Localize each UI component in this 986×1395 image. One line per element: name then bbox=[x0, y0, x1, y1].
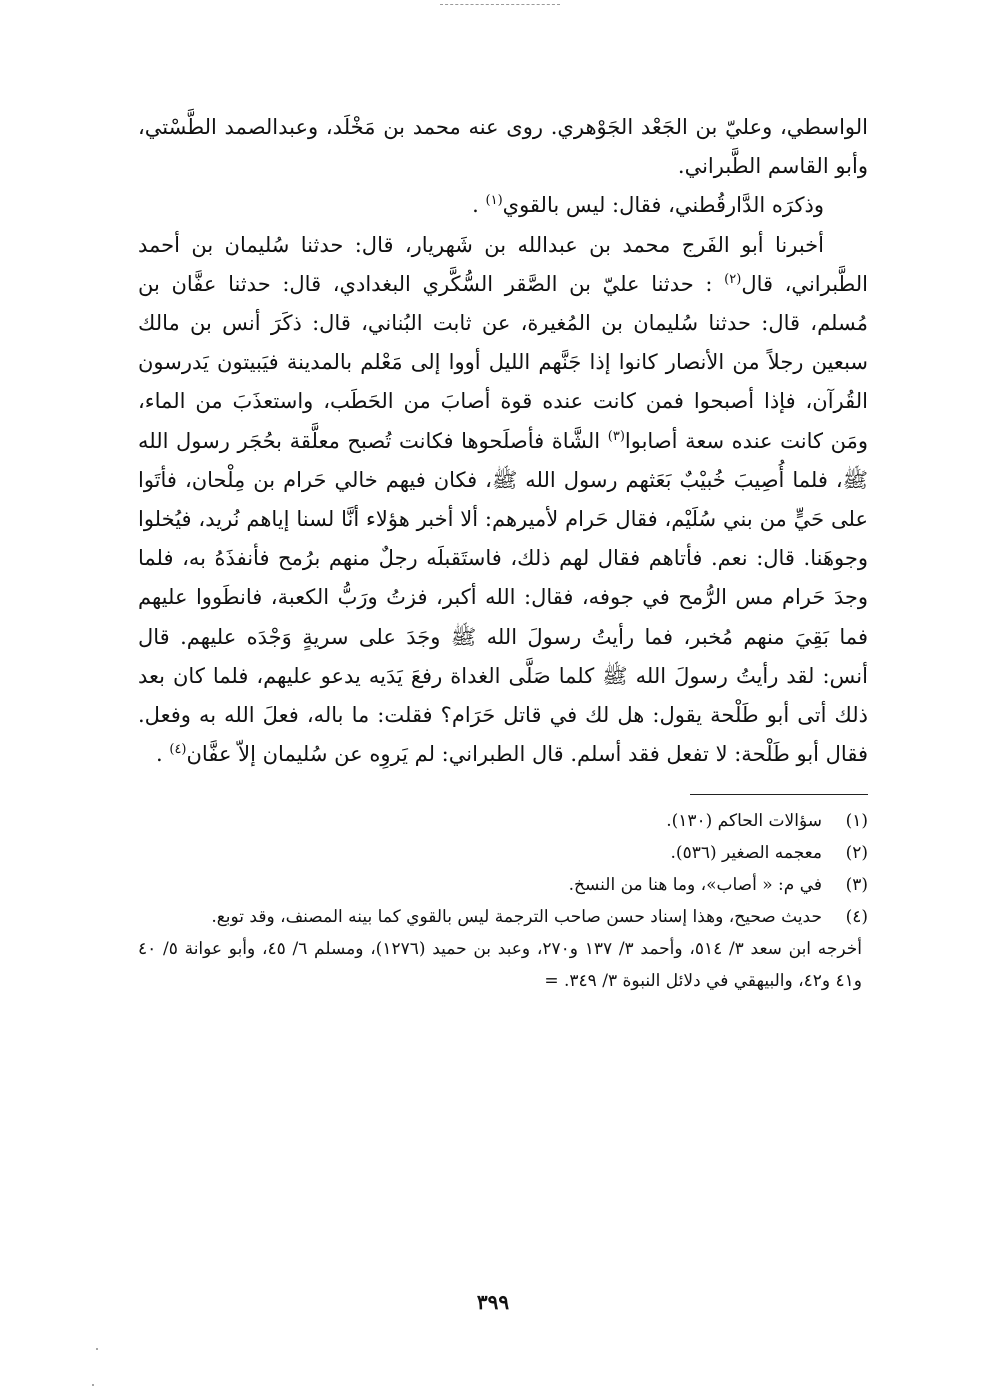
main-text bbox=[138, 108, 868, 774]
footnote-3 bbox=[138, 869, 868, 901]
document-page bbox=[138, 108, 868, 997]
footnote-number: (٢) bbox=[845, 843, 868, 864]
paragraph-2 bbox=[138, 186, 868, 225]
page-number: ٣٩٩ bbox=[476, 1290, 510, 1314]
footnote-number: (٣) bbox=[845, 875, 868, 896]
paragraph-1-text: الواسطي، وعليّ بن الجَعْد الجَوْهري. روى عنه محمد بن مَخْلَد، وعبدالصمد الطَّسْتي، وأبو القاسم الطَّبراني. bbox=[138, 115, 868, 179]
footnote-2 bbox=[138, 837, 868, 869]
paragraph-3-part-3: الشَّاة فأصلَحوها فكانت تُصبح معلَّقة بحُجَر رسول الله ﷺ، فلما أُصِيبَ خُبيْبٌ بَعَثهم رسول الله ﷺ، فكان فيهم خالي حَرام بن مِلْحان، فأتَوا على حَيٍّ من بني سُلَيْم، فقال حَرام لأميرهم: ألا أخبر هؤلاء أنَّا لسنا إياهم نُريد، فيُخلوا وجوهَنا. قال: نعم. فأتاهم فقال لهم ذلك، فاستَقبلَه رجلٌ منهم برُمح فأنفذَهُ به، فلما وجدَ حَرام مس الرُّمح في جوفه، فقال: الله أكبر، فزتُ ورَبُّ الكعبة، فانطَووا عليهم فما بَقِيَ منهم مُخبر، فما رأيتُ رسولَ الله ﷺ وجَدَ على سريةٍ وَجْدَه عليهم. قال أنس: لقد رأيتُ رسولَ الله ﷺ كلما صَلَّى الغداة رفعَ يَدَيه يدعو عليهم، فلما كان بعد ذلك أتى أبو طَلْحة يقول: هل لك في قاتل حَرَام؟ فقلت: ما باله، فعلَ الله به وفعل. فقال أبو طَلْحة: لا تفعل فقد أسلم. قال الطبراني: لم يَروِه عن سُليمان إلاّ عفَّان bbox=[138, 428, 868, 767]
top-scan-mark bbox=[440, 4, 560, 5]
footnote-ref-2: (٢) bbox=[724, 271, 742, 287]
footnote-text: حديث صحيح، وهذا إسناد حسن صاحب الترجمة ليس بالقوي كما بينه المصنف، وقد توبع. bbox=[211, 907, 822, 928]
footnote-number: (٤) bbox=[845, 907, 868, 928]
paragraph-2-end: . bbox=[472, 193, 486, 218]
footnotes bbox=[138, 805, 868, 997]
paragraph-3-part-1: أخبرنا أبو الفَرج محمد بن عبدالله بن شَهريار، قال: حدثنا سُليمان بن أحمد الطَّبراني، قال bbox=[138, 232, 869, 296]
paragraph-2-text: وذكرَه الدَّارقُطني، فقال: ليس بالقوي bbox=[502, 193, 824, 218]
footnote-4-continuation: أخرجه ابن سعد ٣/ ٥١٤، وأحمد ٣/ ١٣٧ و٢٧٠، وعبد بن حميد (١٢٧٦)، ومسلم ٦/ ٤٥، وأبو عوانة ٥/ ٤٠ و٤١ و٤٢، والبيهقي في دلائل النبوة ٣/ ٣٤٩. = bbox=[138, 939, 862, 992]
paragraph-3 bbox=[138, 226, 868, 775]
footnote-1 bbox=[138, 805, 868, 837]
paragraph-3-part-2: : حدثنا عليّ بن الصَّقر السُّكَّري البغدادي، قال: حدثنا عفَّان بن مُسلم، قال: حدثنا سُليمان بن المُغيرة، عن ثابت البُناني، قال: ذكَرَ أنس بن مالك سبعين رجلاً من الأنصار كانوا إذا جَنَّهم الليل أووا إلى مَعْلم بالمدينة فيَبيتون يَدرسون القُرآن، فإذا أصبحوا فمن كانت عنده قوة أصابَ من الحَطَب، واستعذَبَ من الماء، ومَن كانت عنده سعة أصابوا bbox=[138, 271, 868, 453]
footnote-text: في م: « أصاب»، وما هنا من النسخ. bbox=[568, 875, 822, 896]
footnote-ref-1: (١) bbox=[485, 193, 503, 209]
footnote-text: سؤالات الحاكم (١٣٠). bbox=[666, 811, 822, 832]
footnote-ref-4: (٤) bbox=[169, 742, 187, 758]
footnote-4 bbox=[138, 901, 868, 933]
scan-speck bbox=[92, 1384, 94, 1386]
footnote-ref-3: (٣) bbox=[607, 428, 625, 444]
footnote-number: (١) bbox=[845, 811, 868, 832]
paragraph-1 bbox=[138, 108, 868, 186]
scan-speck bbox=[96, 1348, 98, 1350]
footnote-separator bbox=[690, 794, 868, 795]
paragraph-3-end: . bbox=[156, 742, 170, 767]
footnote-text: معجمه الصغير (٥٣٦). bbox=[670, 843, 822, 864]
